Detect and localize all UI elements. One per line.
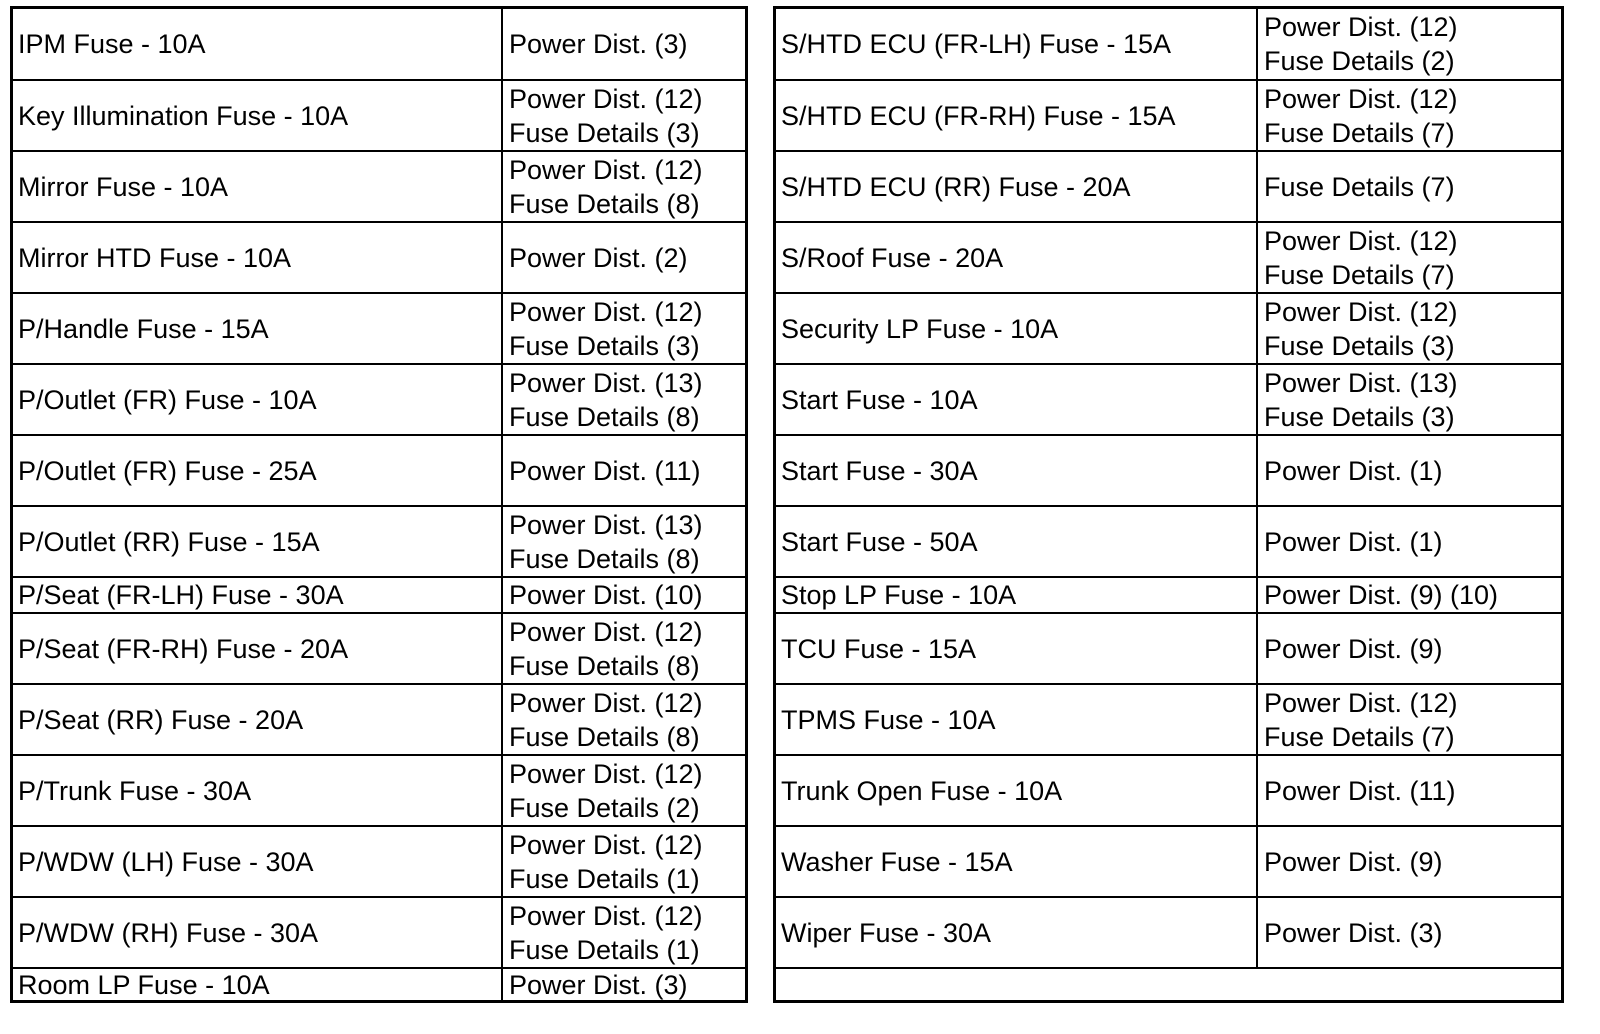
fuse-reference-cell [503, 223, 745, 292]
fuse-name-cell [13, 756, 503, 825]
fuse-name-cell [776, 9, 1258, 79]
fuse-reference: Power Dist. (12) [509, 616, 703, 647]
fuse-reference-cell [1258, 365, 1561, 434]
fuse-reference: Power Dist. (10) [509, 580, 703, 610]
fuse-reference-cell [1258, 898, 1561, 967]
fuse-reference-cell [503, 756, 745, 825]
fuse-reference-cell [1258, 152, 1561, 221]
fuse-name-cell [776, 365, 1258, 434]
fuse-reference-cell [503, 436, 745, 505]
fuse-reference: Power Dist. (13) [509, 367, 703, 398]
fuse-name-cell [13, 436, 503, 505]
fuse-reference-cell [1258, 685, 1561, 754]
fuse-reference: Fuse Details (3) [509, 330, 700, 361]
fuse-name-cell [13, 578, 503, 612]
fuse-name: Wiper Fuse - 30A [781, 917, 992, 948]
fuse-name: P/Outlet (RR) Fuse - 15A [18, 526, 320, 557]
fuse-name: S/HTD ECU (FR-RH) Fuse - 15A [781, 100, 1176, 131]
fuse-name: S/HTD ECU (RR) Fuse - 20A [781, 171, 1131, 202]
fuse-name: Security LP Fuse - 10A [781, 313, 1059, 344]
fuse-reference: Power Dist. (12) [1264, 296, 1458, 327]
fuse-name-cell [776, 827, 1258, 896]
fuse-reference-cell [503, 685, 745, 754]
table-row [776, 578, 1561, 614]
fuse-name: P/Seat (FR-RH) Fuse - 20A [18, 633, 349, 664]
table-row [13, 436, 745, 507]
fuse-reference: Fuse Details (8) [509, 650, 700, 681]
fuse-name-cell [776, 507, 1258, 576]
fuse-reference: Power Dist. (12) [509, 758, 703, 789]
table-row [776, 898, 1561, 969]
fuse-name-cell [776, 578, 1258, 612]
fuse-name-cell [13, 614, 503, 683]
right-fuse-table [773, 6, 1564, 1003]
fuse-reference-cell [1258, 507, 1561, 576]
fuse-reference: Power Dist. (3) [509, 29, 688, 59]
table-row [776, 827, 1561, 898]
fuse-reference: Power Dist. (12) [1264, 83, 1458, 114]
fuse-reference: Power Dist. (12) [509, 900, 703, 931]
table-row [13, 685, 745, 756]
table-row [13, 827, 745, 898]
fuse-reference: Fuse Details (2) [509, 792, 700, 823]
table-row [776, 81, 1561, 152]
fuse-reference: Fuse Details (8) [509, 543, 700, 574]
table-row [776, 685, 1561, 756]
table-row [776, 756, 1561, 827]
table-row [13, 223, 745, 294]
table-row [776, 223, 1561, 294]
fuse-reference: Power Dist. (11) [509, 455, 701, 486]
fuse-name: P/WDW (LH) Fuse - 30A [18, 846, 314, 877]
fuse-reference: Fuse Details (1) [509, 863, 700, 894]
table-row [13, 152, 745, 223]
fuse-name-cell [13, 898, 503, 967]
fuse-reference-cell [503, 507, 745, 576]
fuse-name: Washer Fuse - 15A [781, 846, 1013, 877]
table-row [13, 614, 745, 685]
table-row [776, 365, 1561, 436]
fuse-name: Start Fuse - 30A [781, 455, 978, 486]
fuse-reference: Power Dist. (9) [1264, 633, 1443, 664]
fuse-reference-cell [1258, 81, 1561, 150]
fuse-name-cell [776, 614, 1258, 683]
fuse-reference: Power Dist. (1) [1264, 526, 1443, 557]
fuse-reference: Power Dist. (12) [509, 829, 703, 860]
fuse-name: TCU Fuse - 15A [781, 633, 977, 664]
fuse-name-cell [776, 81, 1258, 150]
fuse-reference-cell [503, 294, 745, 363]
fuse-reference: Power Dist. (11) [1264, 775, 1456, 806]
fuse-reference: Fuse Details (1) [509, 934, 700, 965]
fuse-reference: Power Dist. (2) [509, 242, 688, 273]
fuse-reference: Power Dist. (9) [1264, 846, 1443, 877]
fuse-name: S/Roof Fuse - 20A [781, 242, 1004, 273]
table-row [776, 614, 1561, 685]
fuse-reference-cell [503, 614, 745, 683]
fuse-reference: Fuse Details (8) [509, 401, 700, 432]
fuse-reference-cell [503, 9, 745, 79]
table-row [13, 81, 745, 152]
fuse-reference: Power Dist. (12) [509, 83, 703, 114]
table-row [13, 507, 745, 578]
fuse-reference: Fuse Details (7) [1264, 259, 1455, 290]
fuse-reference-cell [503, 827, 745, 896]
fuse-name-cell [13, 685, 503, 754]
fuse-reference: Fuse Details (3) [1264, 330, 1455, 361]
fuse-reference-cell [1258, 827, 1561, 896]
fuse-reference: Power Dist. (13) [509, 509, 703, 540]
fuse-name: Mirror HTD Fuse - 10A [18, 242, 292, 273]
fuse-reference: Fuse Details (7) [1264, 171, 1455, 202]
fuse-name-cell [13, 969, 503, 1000]
table-row [776, 436, 1561, 507]
fuse-reference-cell [503, 898, 745, 967]
fuse-name-cell [776, 685, 1258, 754]
table-row [776, 9, 1561, 81]
fuse-reference-cell [1258, 223, 1561, 292]
fuse-reference-cell [1258, 756, 1561, 825]
table-row [776, 507, 1561, 578]
fuse-name: P/WDW (RH) Fuse - 30A [18, 917, 319, 948]
fuse-name-cell [776, 436, 1258, 505]
fuse-reference: Fuse Details (2) [1264, 46, 1455, 76]
fuse-reference: Fuse Details (8) [509, 721, 700, 752]
fuse-name-cell [776, 898, 1258, 967]
fuse-reference-cell [503, 81, 745, 150]
fuse-reference-cell [503, 969, 745, 1000]
fuse-name-cell [13, 81, 503, 150]
fuse-reference: Power Dist. (12) [509, 296, 703, 327]
fuse-name: P/Trunk Fuse - 30A [18, 775, 252, 806]
fuse-name: Start Fuse - 10A [781, 384, 978, 415]
fuse-name-cell [776, 756, 1258, 825]
fuse-reference: Fuse Details (3) [1264, 401, 1455, 432]
fuse-reference-cell [1258, 9, 1561, 79]
table-row [776, 152, 1561, 223]
fuse-reference-cell [1258, 614, 1561, 683]
fuse-reference: Fuse Details (8) [509, 188, 700, 219]
fuse-reference: Power Dist. (12) [509, 154, 703, 185]
fuse-reference-cell [1258, 436, 1561, 505]
fuse-name: IPM Fuse - 10A [18, 29, 206, 59]
fuse-reference-cell [503, 152, 745, 221]
table-row [13, 898, 745, 969]
fuse-reference: Fuse Details (7) [1264, 721, 1455, 752]
fuse-reference-cell [503, 365, 745, 434]
fuse-name: P/Outlet (FR) Fuse - 10A [18, 384, 317, 415]
fuse-name-cell [13, 152, 503, 221]
fuse-name: P/Outlet (FR) Fuse - 25A [18, 455, 317, 486]
left-fuse-table [10, 6, 748, 1003]
fuse-reference: Power Dist. (3) [1264, 917, 1443, 948]
fuse-name-cell [776, 223, 1258, 292]
fuse-name: Room LP Fuse - 10A [18, 969, 270, 1000]
fuse-reference: Power Dist. (12) [1264, 12, 1458, 42]
table-row [13, 578, 745, 614]
fuse-name: Start Fuse - 50A [781, 526, 978, 557]
empty-cell [776, 969, 1561, 1000]
fuse-name: P/Handle Fuse - 15A [18, 313, 269, 344]
fuse-reference: Power Dist. (12) [509, 687, 703, 718]
table-row [13, 9, 745, 81]
fuse-name-cell [13, 365, 503, 434]
fuse-name-cell [776, 152, 1258, 221]
fuse-name: Stop LP Fuse - 10A [781, 580, 1017, 610]
fuse-reference: Power Dist. (1) [1264, 455, 1443, 486]
fuse-reference-cell [1258, 578, 1561, 612]
fuse-reference: Power Dist. (12) [1264, 687, 1458, 718]
table-row [776, 969, 1561, 1000]
table-row [13, 365, 745, 436]
table-row [13, 969, 745, 1000]
fuse-reference: Power Dist. (13) [1264, 367, 1458, 398]
fuse-name-cell [13, 507, 503, 576]
table-row [13, 756, 745, 827]
fuse-name: Key Illumination Fuse - 10A [18, 100, 349, 131]
fuse-reference: Power Dist. (3) [509, 969, 688, 1000]
fuse-reference: Fuse Details (3) [509, 117, 700, 148]
fuse-reference: Fuse Details (7) [1264, 117, 1455, 148]
fuse-name: P/Seat (FR-LH) Fuse - 30A [18, 580, 344, 610]
fuse-name: S/HTD ECU (FR-LH) Fuse - 15A [781, 29, 1172, 59]
fuse-reference: Power Dist. (12) [1264, 225, 1458, 256]
fuse-reference: Power Dist. (9) (10) [1264, 580, 1499, 610]
fuse-name: Mirror Fuse - 10A [18, 171, 229, 202]
fuse-name-cell [776, 294, 1258, 363]
fuse-name-cell [13, 9, 503, 79]
fuse-reference-cell [503, 578, 745, 612]
table-row [13, 294, 745, 365]
table-row [776, 294, 1561, 365]
fuse-name: P/Seat (RR) Fuse - 20A [18, 704, 304, 735]
fuse-name-cell [13, 294, 503, 363]
fuse-name-cell [13, 223, 503, 292]
fuse-name: Trunk Open Fuse - 10A [781, 775, 1063, 806]
fuse-name-cell [13, 827, 503, 896]
fuse-reference-cell [1258, 294, 1561, 363]
fuse-name: TPMS Fuse - 10A [781, 704, 996, 735]
